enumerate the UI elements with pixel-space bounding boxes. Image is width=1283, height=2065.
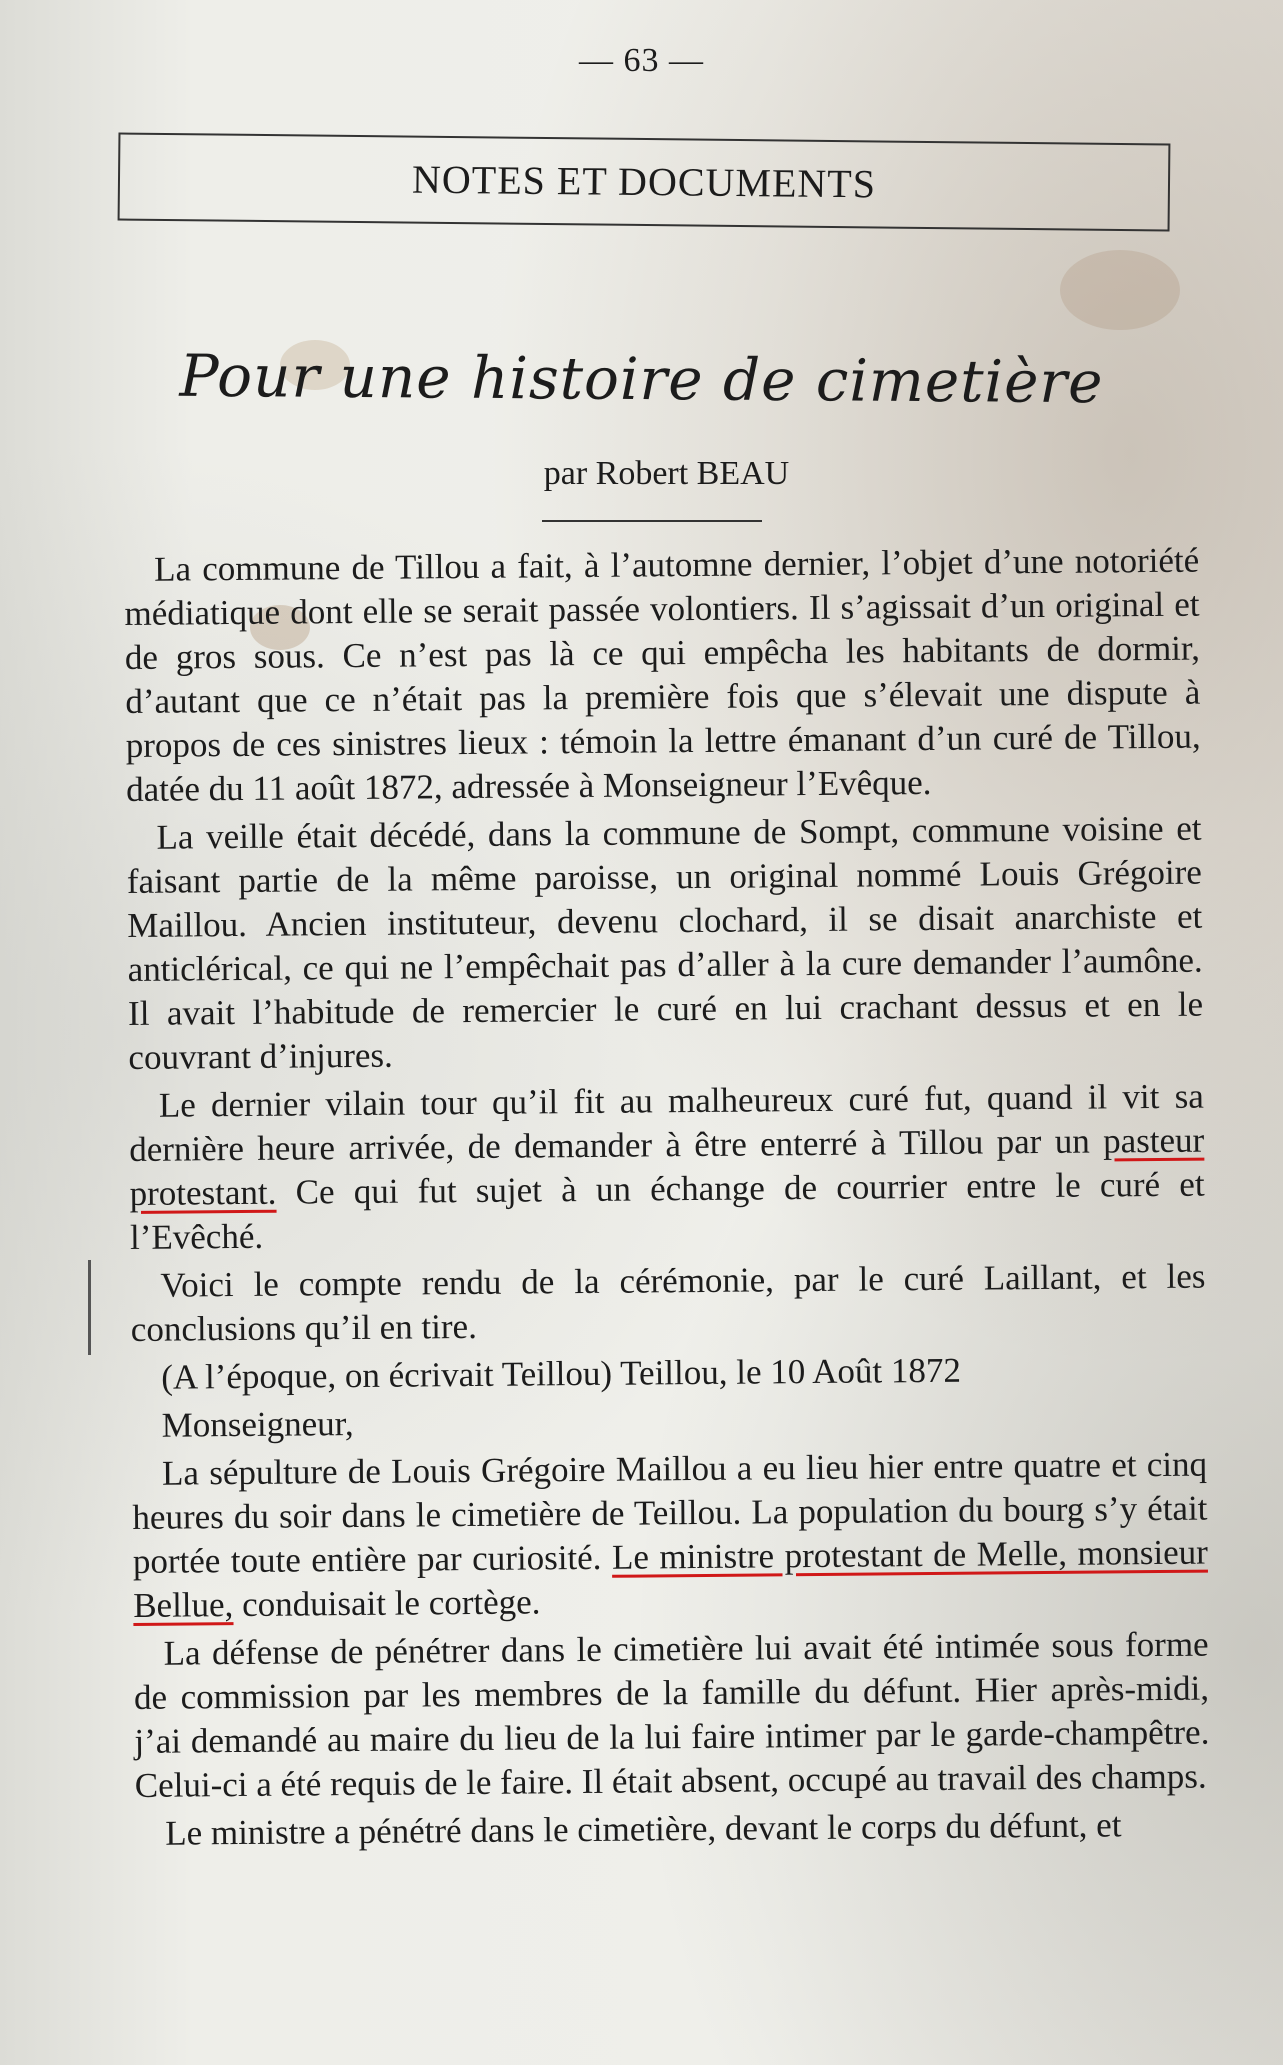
article-title: Pour une histoire de cimetière [179,341,1104,417]
page-number: — 63 — [579,42,704,79]
paragraph: La commune de Tillou a fait, à l’automne dernier, l’objet d’une notoriété médiatique dont elle se serait passée volontiers. Il s’agissait d’un original et de gros sous. Ce n’est pas là ce qui empêcha les habitants de dormir, d’autant que ce n’était pas la première fois que s’élevait une dispute à propos de ces sinistres lieux : témoin la lettre émanant d’un curé de Tillou, datée du 11 août 1872, adressée à Monseigneur l’Evêque. [124,540,1201,809]
paper-stain [1060,250,1180,330]
paragraph: La veille était décédé, dans la commune de Sompt, commune voisine et faisant partie de la même paroisse, un original nommé Louis Grégoire Maillou. Ancien instituteur, devenu clochard, il se disait anarchiste et anticlérical, ce qui ne l’empêchait pas d’aller à la cure demander l’aumône. Il avait l’habitude de remercier le curé en lui crachant dessus et en le couvrant d’injures. [126,808,1204,1077]
paragraph: Le ministre a pénétré dans le cimetière, devant le corps du défunt, et [165,1805,1122,1853]
margin-mark [88,1260,91,1355]
paragraph: Monseigneur, [161,1404,354,1445]
paragraph-text: Le dernier vilain tour qu’il fit au malheureux curé fut, quand il vit sa dernière heure arrivée, de demander à être enterré à Tillou par un [129,1076,1204,1169]
article-body [124,539,1210,1860]
article-byline: par Robert BEAU [543,455,790,492]
paragraph: (A l’époque, on écrivait Teillou) Teillou, le 10 Août 1872 [161,1350,962,1397]
section-header-box [118,132,1171,231]
byline-divider [542,520,762,522]
paragraph-text: Ce qui fut sujet à un échange de courrier entre le curé et l’Evêché. [129,1164,1205,1257]
paragraph-text: conduisait le cortège. [241,1582,541,1625]
paragraph [132,1443,1208,1628]
paragraph [129,1075,1205,1260]
underlined-phrase: pasteur protestant. [129,1120,1205,1213]
underlined-phrase: Le ministre protestant de Melle, monsieur Bellue, [133,1532,1208,1625]
section-title: NOTES ET DOCUMENTS [411,156,877,207]
paragraph-text: La sépulture de Louis Grégoire Maillou a eu lieu hier entre quatre et cinq heures du soir dans le cimetière de Teillou. La population du bourg s’y était portée toute entière par curiosité. [132,1444,1208,1581]
paragraph: Voici le compte rendu de la cérémonie, par le curé Laillant, et les conclusions qu’il en tire. [130,1256,1206,1349]
paragraph: La défense de pénétrer dans le cimetière lui avait été intimée sous forme de commission par les membres de la famille du défunt. Hier après-midi, j’ai demandé au maire du lieu de la lui faire intimer par le garde-champêtre. Celui-ci a été requis de le faire. Il était absent, occupé au travail des champs. [133,1624,1210,1805]
